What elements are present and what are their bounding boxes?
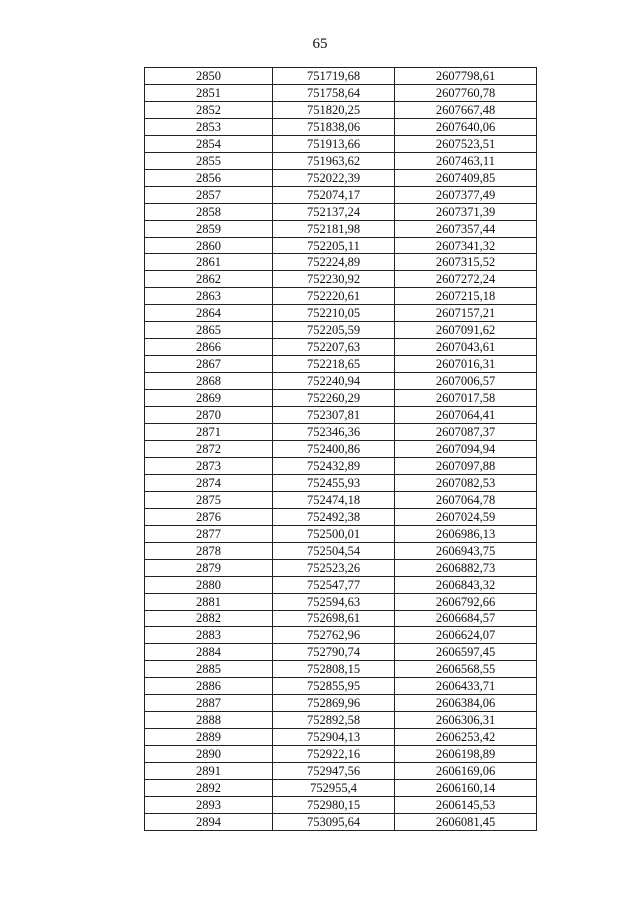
table-row	[145, 576, 537, 593]
table-row	[145, 356, 537, 373]
table-row	[145, 746, 537, 763]
point-number-cell: 2886	[145, 678, 273, 695]
page-number: 65	[312, 36, 328, 52]
y-coordinate-cell: 2607640,06	[395, 118, 537, 135]
coordinates-table-body	[145, 68, 537, 831]
x-coordinate-cell: 752074,17	[273, 186, 395, 203]
y-coordinate-cell: 2606306,31	[395, 712, 537, 729]
x-coordinate-cell: 751838,06	[273, 118, 395, 135]
point-number-cell: 2873	[145, 457, 273, 474]
table-row	[145, 407, 537, 424]
y-coordinate-cell: 2606792,66	[395, 593, 537, 610]
x-coordinate-cell: 752808,15	[273, 661, 395, 678]
table-row	[145, 559, 537, 576]
x-coordinate-cell: 752869,96	[273, 695, 395, 712]
point-number-cell: 2881	[145, 593, 273, 610]
y-coordinate-cell: 2607357,44	[395, 220, 537, 237]
point-number-cell: 2893	[145, 796, 273, 813]
table-row	[145, 457, 537, 474]
y-coordinate-cell: 2606169,06	[395, 763, 537, 780]
table-row	[145, 474, 537, 491]
y-coordinate-cell: 2607094,94	[395, 440, 537, 457]
table-row	[145, 288, 537, 305]
y-coordinate-cell: 2607043,61	[395, 339, 537, 356]
point-number-cell: 2858	[145, 203, 273, 220]
point-number-cell: 2875	[145, 491, 273, 508]
x-coordinate-cell: 752547,77	[273, 576, 395, 593]
y-coordinate-cell: 2606145,53	[395, 796, 537, 813]
point-number-cell: 2867	[145, 356, 273, 373]
y-coordinate-cell: 2606433,71	[395, 678, 537, 695]
y-coordinate-cell: 2607798,61	[395, 68, 537, 85]
x-coordinate-cell: 752922,16	[273, 746, 395, 763]
point-number-cell: 2888	[145, 712, 273, 729]
x-coordinate-cell: 752855,95	[273, 678, 395, 695]
y-coordinate-cell: 2606198,89	[395, 746, 537, 763]
x-coordinate-cell: 752224,89	[273, 254, 395, 271]
point-number-cell: 2850	[145, 68, 273, 85]
y-coordinate-cell: 2606253,42	[395, 729, 537, 746]
table-row	[145, 203, 537, 220]
point-number-cell: 2860	[145, 237, 273, 254]
x-coordinate-cell: 752210,05	[273, 305, 395, 322]
y-coordinate-cell: 2607024,59	[395, 508, 537, 525]
table-row	[145, 101, 537, 118]
table-row	[145, 525, 537, 542]
point-number-cell: 2879	[145, 559, 273, 576]
point-number-cell: 2863	[145, 288, 273, 305]
y-coordinate-cell: 2606843,32	[395, 576, 537, 593]
x-coordinate-cell: 752346,36	[273, 424, 395, 441]
table-row	[145, 390, 537, 407]
y-coordinate-cell: 2607091,62	[395, 322, 537, 339]
x-coordinate-cell: 752892,58	[273, 712, 395, 729]
point-number-cell: 2872	[145, 440, 273, 457]
point-number-cell: 2871	[145, 424, 273, 441]
x-coordinate-cell: 752400,86	[273, 440, 395, 457]
x-coordinate-cell: 751719,68	[273, 68, 395, 85]
table-row	[145, 169, 537, 186]
table-row	[145, 695, 537, 712]
y-coordinate-cell: 2607667,48	[395, 101, 537, 118]
x-coordinate-cell: 752432,89	[273, 457, 395, 474]
table-row	[145, 118, 537, 135]
point-number-cell: 2852	[145, 101, 273, 118]
y-coordinate-cell: 2607016,31	[395, 356, 537, 373]
y-coordinate-cell: 2607064,78	[395, 491, 537, 508]
point-number-cell: 2857	[145, 186, 273, 203]
table-row	[145, 305, 537, 322]
x-coordinate-cell: 752022,39	[273, 169, 395, 186]
x-coordinate-cell: 752790,74	[273, 644, 395, 661]
point-number-cell: 2883	[145, 627, 273, 644]
table-row	[145, 491, 537, 508]
y-coordinate-cell: 2607315,52	[395, 254, 537, 271]
x-coordinate-cell: 752230,92	[273, 271, 395, 288]
point-number-cell: 2882	[145, 610, 273, 627]
y-coordinate-cell: 2607064,41	[395, 407, 537, 424]
point-number-cell: 2876	[145, 508, 273, 525]
x-coordinate-cell: 752500,01	[273, 525, 395, 542]
y-coordinate-cell: 2607272,24	[395, 271, 537, 288]
table-row	[145, 322, 537, 339]
x-coordinate-cell: 752955,4	[273, 780, 395, 797]
x-coordinate-cell: 752904,13	[273, 729, 395, 746]
x-coordinate-cell: 752762,96	[273, 627, 395, 644]
y-coordinate-cell: 2606624,07	[395, 627, 537, 644]
point-number-cell: 2855	[145, 152, 273, 169]
y-coordinate-cell: 2607017,58	[395, 390, 537, 407]
point-number-cell: 2870	[145, 407, 273, 424]
table-row	[145, 712, 537, 729]
table-row	[145, 644, 537, 661]
y-coordinate-cell: 2607006,57	[395, 373, 537, 390]
y-coordinate-cell: 2607371,39	[395, 203, 537, 220]
point-number-cell: 2894	[145, 813, 273, 830]
point-number-cell: 2878	[145, 542, 273, 559]
table-row	[145, 271, 537, 288]
y-coordinate-cell: 2607082,53	[395, 474, 537, 491]
x-coordinate-cell: 752218,65	[273, 356, 395, 373]
x-coordinate-cell: 752181,98	[273, 220, 395, 237]
point-number-cell: 2862	[145, 271, 273, 288]
x-coordinate-cell: 753095,64	[273, 813, 395, 830]
point-number-cell: 2869	[145, 390, 273, 407]
table-row	[145, 729, 537, 746]
table-row	[145, 254, 537, 271]
table-row	[145, 796, 537, 813]
y-coordinate-cell: 2606384,06	[395, 695, 537, 712]
y-coordinate-cell: 2607377,49	[395, 186, 537, 203]
point-number-cell: 2859	[145, 220, 273, 237]
point-number-cell: 2885	[145, 661, 273, 678]
point-number-cell: 2854	[145, 135, 273, 152]
point-number-cell: 2868	[145, 373, 273, 390]
x-coordinate-cell: 751820,25	[273, 101, 395, 118]
table-row	[145, 373, 537, 390]
y-coordinate-cell: 2606160,14	[395, 780, 537, 797]
y-coordinate-cell: 2606081,45	[395, 813, 537, 830]
y-coordinate-cell: 2607409,85	[395, 169, 537, 186]
y-coordinate-cell: 2607215,18	[395, 288, 537, 305]
table-row	[145, 152, 537, 169]
table-row	[145, 186, 537, 203]
x-coordinate-cell: 752240,94	[273, 373, 395, 390]
x-coordinate-cell: 752492,38	[273, 508, 395, 525]
table-row	[145, 508, 537, 525]
table-row	[145, 84, 537, 101]
point-number-cell: 2889	[145, 729, 273, 746]
table-row	[145, 610, 537, 627]
point-number-cell: 2853	[145, 118, 273, 135]
x-coordinate-cell: 751913,66	[273, 135, 395, 152]
y-coordinate-cell: 2606882,73	[395, 559, 537, 576]
y-coordinate-cell: 2607523,51	[395, 135, 537, 152]
x-coordinate-cell: 752523,26	[273, 559, 395, 576]
y-coordinate-cell: 2606684,57	[395, 610, 537, 627]
x-coordinate-cell: 752455,93	[273, 474, 395, 491]
table-row	[145, 542, 537, 559]
y-coordinate-cell: 2607157,21	[395, 305, 537, 322]
point-number-cell: 2861	[145, 254, 273, 271]
x-coordinate-cell: 752207,63	[273, 339, 395, 356]
y-coordinate-cell: 2606597,45	[395, 644, 537, 661]
point-number-cell: 2866	[145, 339, 273, 356]
table-row	[145, 627, 537, 644]
x-coordinate-cell: 751758,64	[273, 84, 395, 101]
table-row	[145, 763, 537, 780]
point-number-cell: 2864	[145, 305, 273, 322]
x-coordinate-cell: 751963,62	[273, 152, 395, 169]
x-coordinate-cell: 752504,54	[273, 542, 395, 559]
y-coordinate-cell: 2607087,37	[395, 424, 537, 441]
point-number-cell: 2880	[145, 576, 273, 593]
x-coordinate-cell: 752137,24	[273, 203, 395, 220]
x-coordinate-cell: 752307,81	[273, 407, 395, 424]
table-row	[145, 135, 537, 152]
table-row	[145, 661, 537, 678]
point-number-cell: 2874	[145, 474, 273, 491]
coordinates-table	[144, 67, 537, 831]
point-number-cell: 2877	[145, 525, 273, 542]
y-coordinate-cell: 2607463,11	[395, 152, 537, 169]
x-coordinate-cell: 752474,18	[273, 491, 395, 508]
table-row	[145, 220, 537, 237]
point-number-cell: 2892	[145, 780, 273, 797]
point-number-cell: 2887	[145, 695, 273, 712]
table-row	[145, 593, 537, 610]
point-number-cell: 2856	[145, 169, 273, 186]
y-coordinate-cell: 2606568,55	[395, 661, 537, 678]
table-row	[145, 237, 537, 254]
table-row	[145, 678, 537, 695]
x-coordinate-cell: 752260,29	[273, 390, 395, 407]
y-coordinate-cell: 2607097,88	[395, 457, 537, 474]
table-row	[145, 339, 537, 356]
point-number-cell: 2891	[145, 763, 273, 780]
x-coordinate-cell: 752698,61	[273, 610, 395, 627]
y-coordinate-cell: 2606943,75	[395, 542, 537, 559]
table-row	[145, 813, 537, 830]
y-coordinate-cell: 2606986,13	[395, 525, 537, 542]
table-row	[145, 440, 537, 457]
x-coordinate-cell: 752205,59	[273, 322, 395, 339]
y-coordinate-cell: 2607341,32	[395, 237, 537, 254]
table-row	[145, 68, 537, 85]
point-number-cell: 2884	[145, 644, 273, 661]
x-coordinate-cell: 752220,61	[273, 288, 395, 305]
point-number-cell: 2865	[145, 322, 273, 339]
x-coordinate-cell: 752947,56	[273, 763, 395, 780]
x-coordinate-cell: 752980,15	[273, 796, 395, 813]
table-row	[145, 424, 537, 441]
table-row	[145, 780, 537, 797]
point-number-cell: 2890	[145, 746, 273, 763]
point-number-cell: 2851	[145, 84, 273, 101]
y-coordinate-cell: 2607760,78	[395, 84, 537, 101]
x-coordinate-cell: 752594,63	[273, 593, 395, 610]
x-coordinate-cell: 752205,11	[273, 237, 395, 254]
